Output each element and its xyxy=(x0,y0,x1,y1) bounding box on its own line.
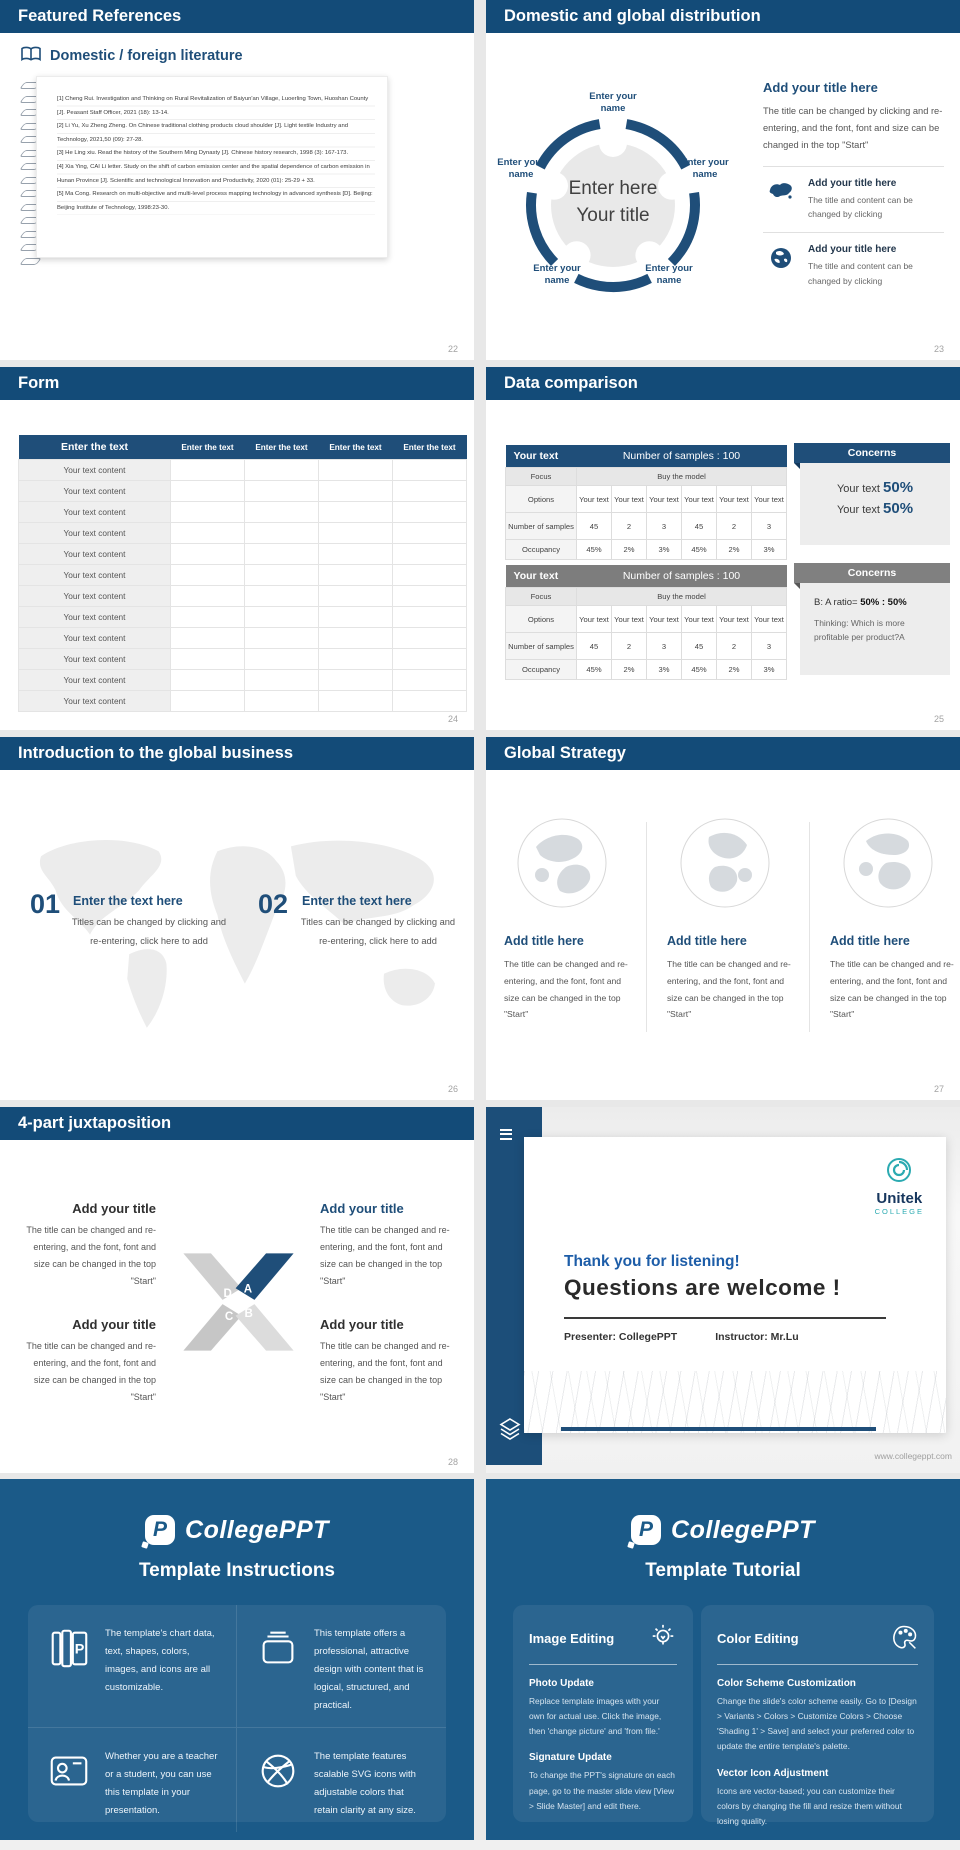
tutorial-section xyxy=(717,1768,918,1829)
china-map-icon xyxy=(763,178,799,204)
block-heading: Add your title xyxy=(72,1201,156,1216)
divider xyxy=(763,166,944,167)
id-badge-person-icon xyxy=(46,1748,92,1799)
divider xyxy=(646,822,647,1032)
tutorial-card-image-editing xyxy=(513,1605,693,1822)
slide-preview-thanks[interactable] xyxy=(486,1107,960,1473)
slide-title-bar xyxy=(486,737,960,770)
globe-icon xyxy=(842,817,934,909)
thanks-line: Thank you for listening! xyxy=(564,1253,740,1270)
school-subname: COLLEGE xyxy=(874,1207,924,1216)
tutorial-section xyxy=(717,1678,918,1755)
panel-title: Template Tutorial xyxy=(645,1560,801,1581)
accent-bar xyxy=(561,1427,876,1431)
item-body: Titles can be changed by clicking and re-entering, click here to add xyxy=(300,917,456,946)
svg-text:P: P xyxy=(74,1641,85,1658)
slide-title: Global Strategy xyxy=(504,744,626,762)
quadrant-block xyxy=(16,1201,156,1290)
strategy-column xyxy=(667,817,793,1023)
palette-icon xyxy=(890,1623,918,1654)
slide-preview-27[interactable] xyxy=(486,737,960,1100)
slide-title: Form xyxy=(18,374,60,392)
block-body: The title can be changed and re-entering, and the font, font and size can be changed in the top "Start" xyxy=(26,1225,156,1287)
globe-icon xyxy=(763,244,799,270)
add-title-heading: Add your title here xyxy=(763,80,878,95)
column-heading: Add title here xyxy=(504,934,584,948)
brand-name: CollegePPT xyxy=(671,1515,815,1544)
page-number: 25 xyxy=(933,714,944,724)
item-body: Titles can be changed by clicking and re-entering, click here to add xyxy=(71,917,227,946)
section-title: Signature Update xyxy=(529,1752,612,1764)
tutorial-section xyxy=(529,1678,677,1739)
table-row: Your text content xyxy=(19,481,467,502)
page-number: 26 xyxy=(447,1084,458,1094)
item-number: 01 xyxy=(30,889,61,919)
column-body: The title can be changed and re-entering, and the font, font and size can be changed in the top "Start" xyxy=(504,959,628,1020)
card-text: The template features scalable SVG icons with adjustable colors that retain clarity at any size. xyxy=(314,1751,416,1817)
item-title: Add your title here xyxy=(808,244,897,256)
ribbon-letter: A xyxy=(243,1282,253,1296)
block-body: The title can be changed and re-entering, and the font, font and size can be changed in the top "Start" xyxy=(26,1341,156,1403)
section-title: Color Scheme Customization xyxy=(717,1678,856,1689)
section-title: Photo Update xyxy=(529,1678,594,1689)
concerns-ribbon: Concerns xyxy=(794,443,950,463)
globe-icon xyxy=(516,817,608,909)
diagram-center-text xyxy=(533,175,693,229)
section-heading-row xyxy=(20,46,243,66)
ribbon-letter: B xyxy=(244,1307,253,1321)
column-header: Enter the text xyxy=(171,435,245,460)
ribbon-letter: C xyxy=(224,1310,234,1324)
column-heading: Add title here xyxy=(830,934,910,948)
lightbulb-icon xyxy=(649,1623,677,1654)
instruction-card xyxy=(237,1728,446,1832)
ribbon-letter: D xyxy=(223,1286,232,1300)
item-heading: Enter the text here xyxy=(302,894,412,908)
slide-title-bar xyxy=(0,737,474,770)
reference-item: [4] Xia Ying, CAI Li letter. Study on the shift of carbon emission center and the spatial dependence of carbon emission in Hunan Province [J]. Scientific and technological Innovation and Productivity, 2020 (01): 25-29 + 33. xyxy=(57,163,370,184)
column-header: Enter the text xyxy=(393,435,467,460)
card-heading: Image Editing xyxy=(529,1631,615,1646)
table-row: Your text content xyxy=(19,607,467,628)
slide-preview-24[interactable] xyxy=(0,367,474,730)
quadrant-block xyxy=(320,1317,460,1406)
school-logo xyxy=(875,1157,924,1216)
section-body: To change the PPT's signature on each page, go to the master slide view [View > Slide Master] and edit there. xyxy=(529,1770,675,1811)
card-text: Whether you are a teacher or a student, you can use this template in your presentation. xyxy=(105,1751,218,1817)
diagram-node-label: Enter your name xyxy=(497,157,545,180)
divider xyxy=(763,232,944,233)
hamburger-menu-icon xyxy=(500,1129,512,1142)
table-row: Your text content xyxy=(19,523,467,544)
open-book-icon xyxy=(20,46,42,66)
slide-title-bar xyxy=(0,1107,474,1140)
concern-row: Your text 50% xyxy=(836,479,914,496)
block-heading: Add your title xyxy=(320,1317,404,1332)
instruction-card xyxy=(28,1728,237,1832)
tutorial-panel xyxy=(486,1479,960,1840)
card-heading-row xyxy=(529,1623,677,1665)
instructor-label: Instructor: Mr.Lu xyxy=(715,1331,799,1343)
table-header-row xyxy=(19,435,467,460)
instruction-cards xyxy=(28,1605,446,1822)
slide-title: Data comparison xyxy=(504,374,638,392)
tutorial-section xyxy=(529,1752,677,1813)
section-body: Replace template images with your own for actual use. Click the image, then 'change picture' and 'from file.' xyxy=(529,1696,662,1737)
credits-row xyxy=(564,1331,799,1343)
diagram-node-label: Enter your name xyxy=(589,91,637,114)
card-heading-row xyxy=(717,1623,918,1665)
tutorial-card-color-editing xyxy=(701,1605,934,1826)
page-number: 28 xyxy=(447,1457,458,1467)
item-title: Add your title here xyxy=(808,177,897,189)
column-header: Enter the text xyxy=(19,435,171,460)
diagram-node-label: Enter your name xyxy=(533,263,581,286)
vector-ball-icon xyxy=(255,1748,301,1799)
x-ribbon-graphic xyxy=(166,1247,311,1357)
strategy-column xyxy=(830,817,956,1023)
concerns-panel-gray xyxy=(800,563,950,675)
reference-paper xyxy=(36,76,388,258)
diagram-node-label: Enter your name xyxy=(681,157,729,180)
slide-preview-25[interactable] xyxy=(486,367,960,730)
item-number: 02 xyxy=(258,889,289,919)
slide-title: 4-part juxtaposition xyxy=(18,1114,172,1132)
divider xyxy=(809,822,810,1032)
list-item xyxy=(763,244,944,288)
thank-you-card xyxy=(524,1137,946,1433)
brand-logo-row xyxy=(486,1479,960,1545)
column-heading: Add title here xyxy=(667,934,747,948)
card-heading: Color Editing xyxy=(717,1631,799,1646)
table-row: Your text content xyxy=(19,586,467,607)
section-heading: Domestic / foreign literature xyxy=(50,48,243,64)
right-text-column xyxy=(763,80,944,288)
card-text: The template's chart data, text, shapes, colors, images, and icons are all customizable. xyxy=(105,1628,215,1694)
instruction-card xyxy=(28,1605,237,1728)
quadrant-block xyxy=(16,1317,156,1406)
diagram-center-line2: Your title xyxy=(576,205,650,226)
instructions-panel xyxy=(0,1479,474,1840)
block-body: The title can be changed and re-entering, and the font, font and size can be changed in the top "Start" xyxy=(320,1341,450,1403)
slide-title-bar xyxy=(0,367,474,400)
block-body: The title can be changed and re-entering, and the font, font and size can be changed in the top "Start" xyxy=(320,1225,450,1287)
column-body: The title can be changed and re-entering, and the font, font and size can be changed in the top "Start" xyxy=(830,959,954,1020)
column-header: Enter the text xyxy=(245,435,319,460)
thinking-note: Thinking: Which is more profitable per product?A xyxy=(814,618,905,643)
presenter-label: Presenter: CollegePPT xyxy=(564,1331,678,1343)
website-url: www.collegeppt.com xyxy=(874,1451,952,1461)
table-row: Your text content xyxy=(19,670,467,691)
instruction-card xyxy=(237,1605,446,1728)
slide-preview-26[interactable] xyxy=(0,737,474,1100)
table-row: Your text content xyxy=(19,691,467,712)
slide-title-bar xyxy=(0,0,474,33)
card-text: This template offers a professional, attractive design with content that is logical, structured, and practical. xyxy=(314,1628,424,1712)
strategy-column xyxy=(504,817,630,1023)
table-row: Your text content xyxy=(19,565,467,586)
add-title-body: The title can be changed by clicking and re-entering, and the font, font and size can be changed in the top "Start" xyxy=(763,106,943,151)
school-name: Unitek xyxy=(876,1190,923,1207)
block-heading: Add your title xyxy=(72,1317,156,1332)
slide-title-bar xyxy=(486,0,960,33)
slide-title: Introduction to the global business xyxy=(18,744,293,762)
page-number: 23 xyxy=(933,344,944,354)
list-item xyxy=(763,178,944,222)
comparison-table-blue: Your text Number of samples : 100 Focus Buy the model Options Your text Your text Your text Your text Your text Your text Number of samples 45 2 3 45 2 3 Occupancy 45% 2% 3% 45% 2% 3% xyxy=(505,445,787,560)
concern-row: Your text 50% xyxy=(836,500,914,517)
section-body: Icons are vector-based; you can customize their colors by changing the fill and resize them without losing quality. xyxy=(717,1785,902,1826)
form-table xyxy=(18,435,467,712)
circular-diagram xyxy=(486,85,786,330)
item-body: The title and content can be changed by clicking xyxy=(808,194,913,219)
brand-logo-row xyxy=(0,1479,474,1545)
page-number: 27 xyxy=(933,1084,944,1094)
column-body: The title can be changed and re-entering, and the font, font and size can be changed in the top "Start" xyxy=(667,959,791,1020)
panel-title: Template Instructions xyxy=(138,1560,335,1581)
table-row: Your text content xyxy=(19,460,467,481)
item-body: The title and content can be changed by clicking xyxy=(808,261,913,286)
mesh-decoration xyxy=(524,1371,946,1433)
slide-preview-28[interactable] xyxy=(0,1107,474,1473)
slide-preview-23[interactable] xyxy=(486,0,960,360)
unitek-swirl-icon xyxy=(886,1157,912,1183)
column-header: Enter the text xyxy=(319,435,393,460)
page-number: 24 xyxy=(447,714,458,724)
table-row: Your text content xyxy=(19,649,467,670)
section-title: Vector Icon Adjustment xyxy=(717,1767,829,1779)
diagram-node-label: Enter your name xyxy=(645,263,693,286)
reference-item: [2] Li Yu, Xu Zheng Zheng. On Chinese traditional clothing products cloud shoulder [J]. Light textile Industry and Technology, 2021,50 (09): 27-28. xyxy=(57,123,348,143)
block-heading: Add your title xyxy=(320,1201,404,1216)
reference-item: [1] Cheng Rui. Investigation and Thinking on Rural Revitalization of Baiyun'an Village, Luoerling Town, Huoshan County [J]. Peasant Staff Officer, 2021 (18): 13-14. xyxy=(57,96,369,116)
bottom-strip xyxy=(0,1840,960,1850)
ratio-line: B: A ratio= 50% : 50% xyxy=(814,597,907,608)
globe-icon xyxy=(679,817,771,909)
pages-icon xyxy=(46,1625,92,1676)
table-row: Your text content xyxy=(19,502,467,523)
collegeppt-badge-icon: P xyxy=(631,1515,661,1545)
page-number: 22 xyxy=(447,344,458,354)
item-heading: Enter the text here xyxy=(73,894,183,908)
section-body: Change the slide's color scheme easily. Go to [Design > Variants > Colors > Customize Colors > Choose 'Shading 1' > Save] and select your preferred color to update the entire template's palette. xyxy=(717,1696,917,1752)
laptop-icon xyxy=(255,1625,301,1676)
collegeppt-badge-icon: P xyxy=(145,1515,175,1545)
slide-preview-22[interactable] xyxy=(0,0,474,360)
layers-diamond-icon xyxy=(498,1417,522,1448)
slide-title-bar xyxy=(486,367,960,400)
reference-item: [3] He Ling xiu. Read the history of the Southern Ming Dynasty [J]. Chinese history research, 1998 (3): 167-173. xyxy=(57,150,349,157)
concerns-panel-blue xyxy=(800,443,950,545)
concerns-ribbon: Concerns xyxy=(794,563,950,583)
reference-item: [5] Ma Cong. Research on multi-objective and multi-level process mapping technology in advanced synthesis [D]. Beijing: Beijing Institute of Technology, 1998:23-30. xyxy=(57,191,373,211)
table-row: Your text content xyxy=(19,628,467,649)
divider xyxy=(564,1317,886,1319)
slide-title: Domestic and global distribution xyxy=(504,7,761,25)
reference-list xyxy=(57,93,375,215)
comparison-table-gray: Your text Number of samples : 100 Focus Buy the model Options Your text Your text Your text Your text Your text Your text Number of samples 45 2 3 45 2 3 Occupancy 45% 2% 3% 45% 2% 3% xyxy=(505,565,787,680)
questions-line: Questions are welcome ! xyxy=(564,1275,841,1300)
slide-title: Featured References xyxy=(18,7,182,25)
table-row: Your text content xyxy=(19,544,467,565)
diagram-center-line1: Enter here xyxy=(568,178,658,199)
quadrant-block xyxy=(320,1201,460,1290)
brand-name: CollegePPT xyxy=(185,1515,329,1544)
